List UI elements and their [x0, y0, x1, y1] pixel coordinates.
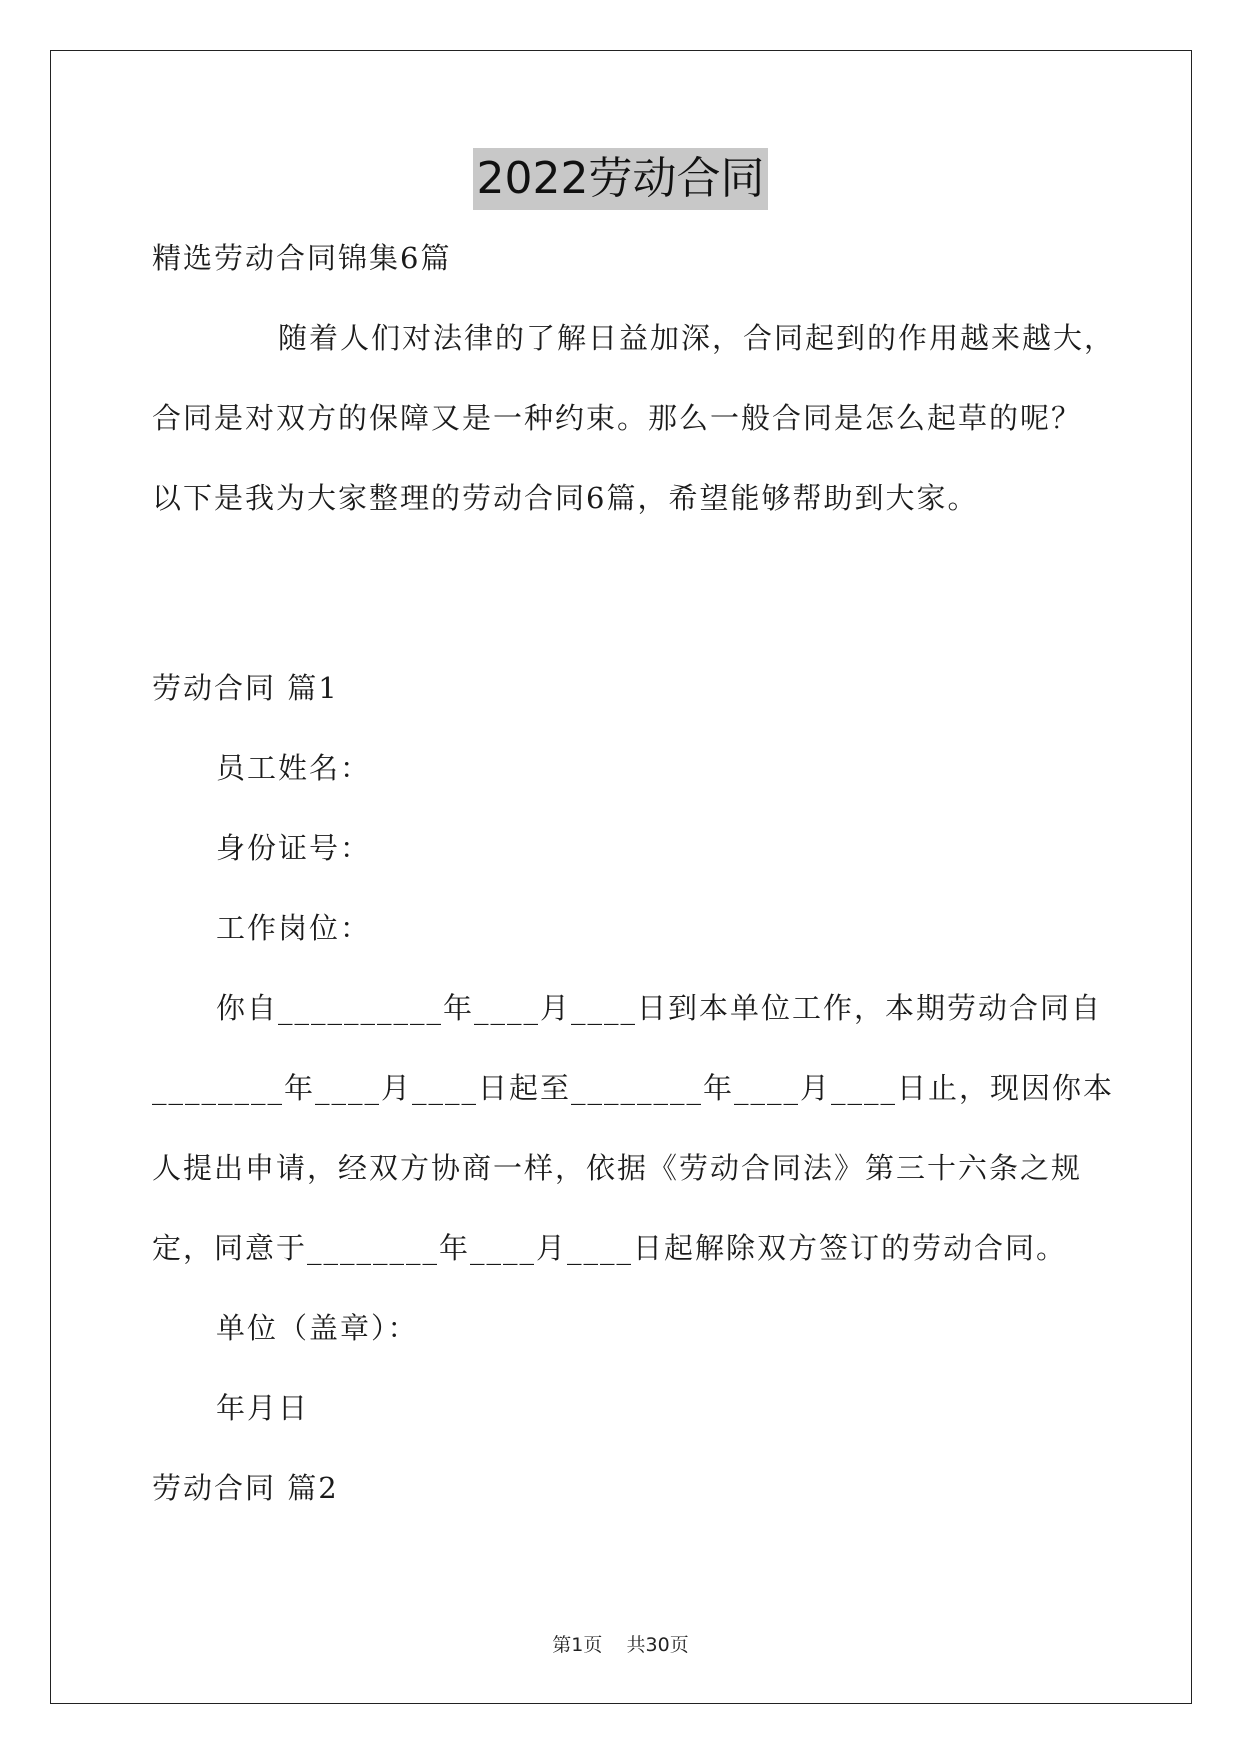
field-id-number: 身份证号：: [216, 831, 372, 865]
page-footer: [0, 1632, 1241, 1658]
document-title: 2022劳动合同: [473, 148, 769, 210]
footer-page-number: 1: [571, 1634, 584, 1656]
intro-line-2: 合同是对双方的保障又是一种约束。那么一般合同是怎么起草的呢？: [152, 401, 1083, 435]
body-line-1: 你自__________年____月____日到本单位工作，本期劳动合同自: [216, 991, 1103, 1025]
intro-line-3: 以下是我为大家整理的劳动合同6篇，希望能够帮助到大家。: [152, 481, 979, 515]
body-line-2: ________年____月____日起至________年____月____日止，现因你本: [152, 1071, 1115, 1105]
section-heading-2: 劳动合同 篇2: [152, 1471, 339, 1505]
unit-seal-line: 单位（盖章）：: [216, 1311, 419, 1345]
intro-line-1: 随着人们对法律的了解日益加深，合同起到的作用越来越大，: [278, 321, 1116, 355]
body-line-3: 人提出申请，经双方协商一样，依据《劳动合同法》第三十六条之规: [152, 1151, 1083, 1185]
field-employee-name: 员工姓名：: [216, 751, 372, 785]
footer-middle: 页 共: [583, 1634, 646, 1656]
date-line: 年月日: [216, 1391, 310, 1425]
document-subtitle: 精选劳动合同锦集6篇: [152, 241, 452, 275]
title-container: [0, 148, 1241, 210]
section-heading-1: 劳动合同 篇1: [152, 671, 339, 705]
body-line-4: 定，同意于________年____月____日起解除双方签订的劳动合同。: [152, 1231, 1068, 1265]
field-job-position: 工作岗位：: [216, 911, 372, 945]
footer-prefix: 第: [552, 1634, 572, 1656]
page-border: [50, 50, 1192, 1704]
footer-total-pages: 30: [645, 1634, 670, 1656]
footer-suffix: 页: [669, 1634, 689, 1656]
